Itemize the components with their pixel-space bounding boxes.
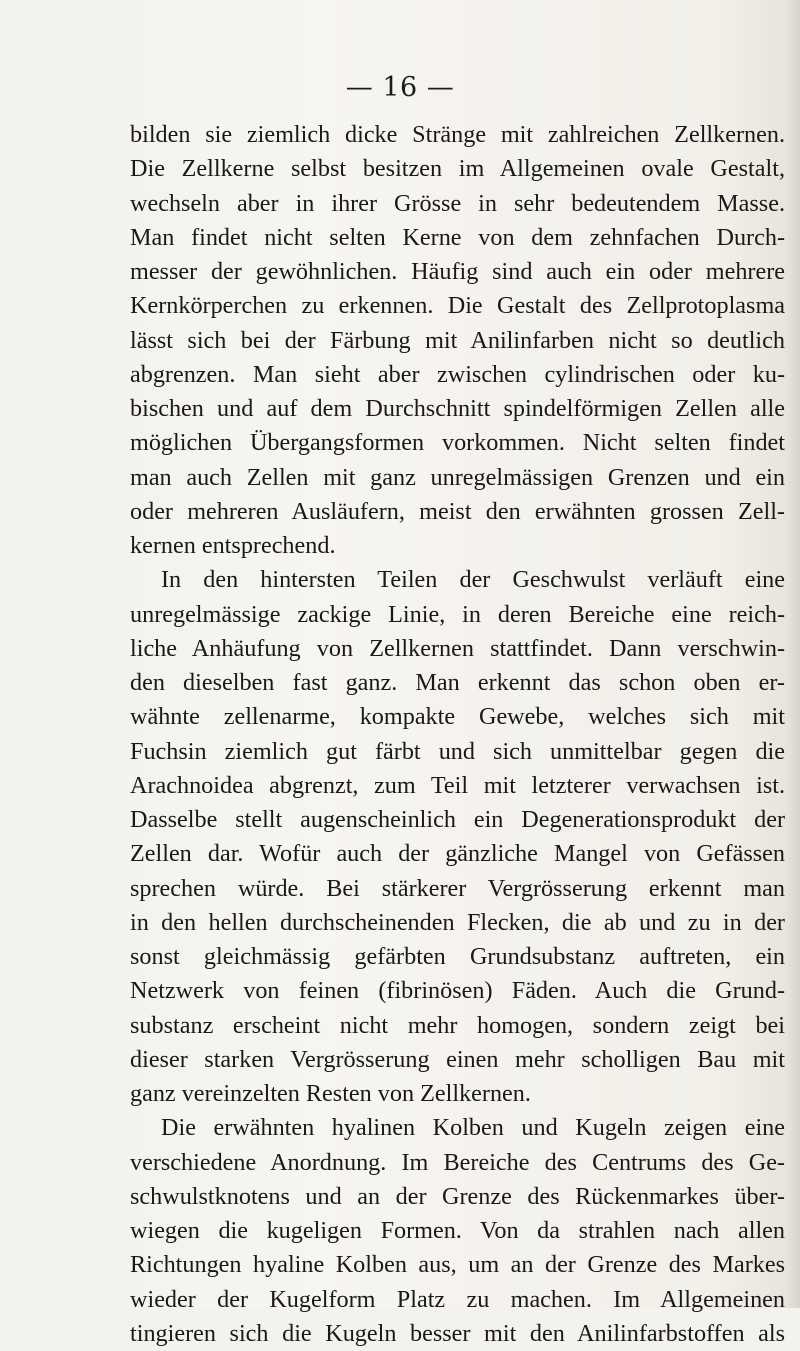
text-line: Zellen dar. Wofür auch der gänzliche Mangel von Gefässen bbox=[130, 840, 785, 868]
text-line: in den hellen durchscheinenden Flecken, die ab und zu in der bbox=[130, 908, 785, 936]
text-line: Dasselbe stellt augenscheinlich ein Degenerationsprodukt der bbox=[130, 806, 785, 833]
text-line: den dieselben fast ganz. Man erkennt das schon oben er- bbox=[130, 669, 785, 696]
text-line: In den hintersten Teilen der Geschwulst verläuft eine bbox=[161, 566, 785, 594]
page-edge-shadow bbox=[786, 0, 800, 1308]
text-line: substanz erscheint nicht mehr homogen, sondern zeigt bei bbox=[130, 1011, 785, 1039]
text-line: Arachnoidea abgrenzt, zum Teil mit letzterer verwachsen ist. bbox=[130, 771, 785, 799]
text-line: bischen und auf dem Durchschnitt spindelförmigen Zellen alle bbox=[130, 395, 785, 422]
text-line: liche Anhäufung von Zellkernen stattfindet. Dann verschwin- bbox=[130, 634, 785, 662]
text-line: Kernkörperchen zu erkennen. Die Gestalt des Zellprotoplasma bbox=[130, 292, 785, 320]
text-line: lässt sich bei der Färbung mit Anilinfarben nicht so deutlich bbox=[130, 326, 785, 354]
text-line: oder mehreren Ausläufern, meist den erwähnten grossen Zell- bbox=[130, 497, 785, 525]
text-line: verschiedene Anordnung. Im Bereiche des Centrums des Ge- bbox=[130, 1148, 785, 1176]
text-line: möglichen Übergangsformen vorkommen. Nicht selten findet bbox=[130, 429, 785, 457]
text-line: tingieren sich die Kugeln besser mit den Anilinfarbstoffen als bbox=[130, 1319, 785, 1347]
text-line: man auch Zellen mit ganz unregelmässigen Grenzen und ein bbox=[130, 463, 785, 491]
text-line: wähnte zellenarme, kompakte Gewebe, welches sich mit bbox=[130, 703, 785, 731]
text-line: unregelmässige zackige Linie, in deren Bereiche eine reich- bbox=[130, 600, 785, 628]
text-line: messer der gewöhnlichen. Häufig sind auch ein oder mehrere bbox=[130, 258, 785, 285]
body-text bbox=[130, 118, 785, 1351]
text-line: bilden sie ziemlich dicke Stränge mit zahlreichen Zellkernen. bbox=[130, 121, 785, 148]
page-number: — 16 — bbox=[345, 72, 455, 103]
text-line: ganz vereinzelten Resten von Zellkernen. bbox=[130, 1080, 531, 1107]
text-line: Richtungen hyaline Kolben aus, um an der Grenze des Markes bbox=[130, 1251, 785, 1279]
text-line: Die Zellkerne selbst besitzen im Allgemeinen ovale Gestalt, bbox=[130, 155, 785, 183]
text-line: sonst gleichmässig gefärbten Grundsubstanz auftreten, ein bbox=[130, 943, 785, 970]
text-line: Fuchsin ziemlich gut färbt und sich unmittelbar gegen die bbox=[130, 737, 785, 765]
text-line: sprechen würde. Bei stärkerer Vergrösserung erkennt man bbox=[130, 874, 785, 902]
text-line: Netzwerk von feinen (fibrinösen) Fäden. Auch die Grund- bbox=[130, 977, 785, 1005]
text-line: Die erwähnten hyalinen Kolben und Kugeln zeigen eine bbox=[161, 1114, 785, 1142]
text-line: kernen entsprechend. bbox=[130, 532, 336, 559]
text-line: wiegen die kugeligen Formen. Von da strahlen nach allen bbox=[130, 1217, 785, 1244]
text-line: Man findet nicht selten Kerne von dem zehnfachen Durch- bbox=[130, 223, 785, 251]
text-line: wechseln aber in ihrer Grösse in sehr bedeutendem Masse. bbox=[130, 189, 785, 217]
text-line: wieder der Kugelform Platz zu machen. Im Allgemeinen bbox=[130, 1285, 785, 1313]
text-line: abgrenzen. Man sieht aber zwischen cylindrischen oder ku- bbox=[130, 360, 785, 388]
text-line: dieser starken Vergrösserung einen mehr scholligen Bau mit bbox=[130, 1045, 785, 1073]
text-line: schwulstknotens und an der Grenze des Rückenmarkes über- bbox=[130, 1182, 785, 1210]
